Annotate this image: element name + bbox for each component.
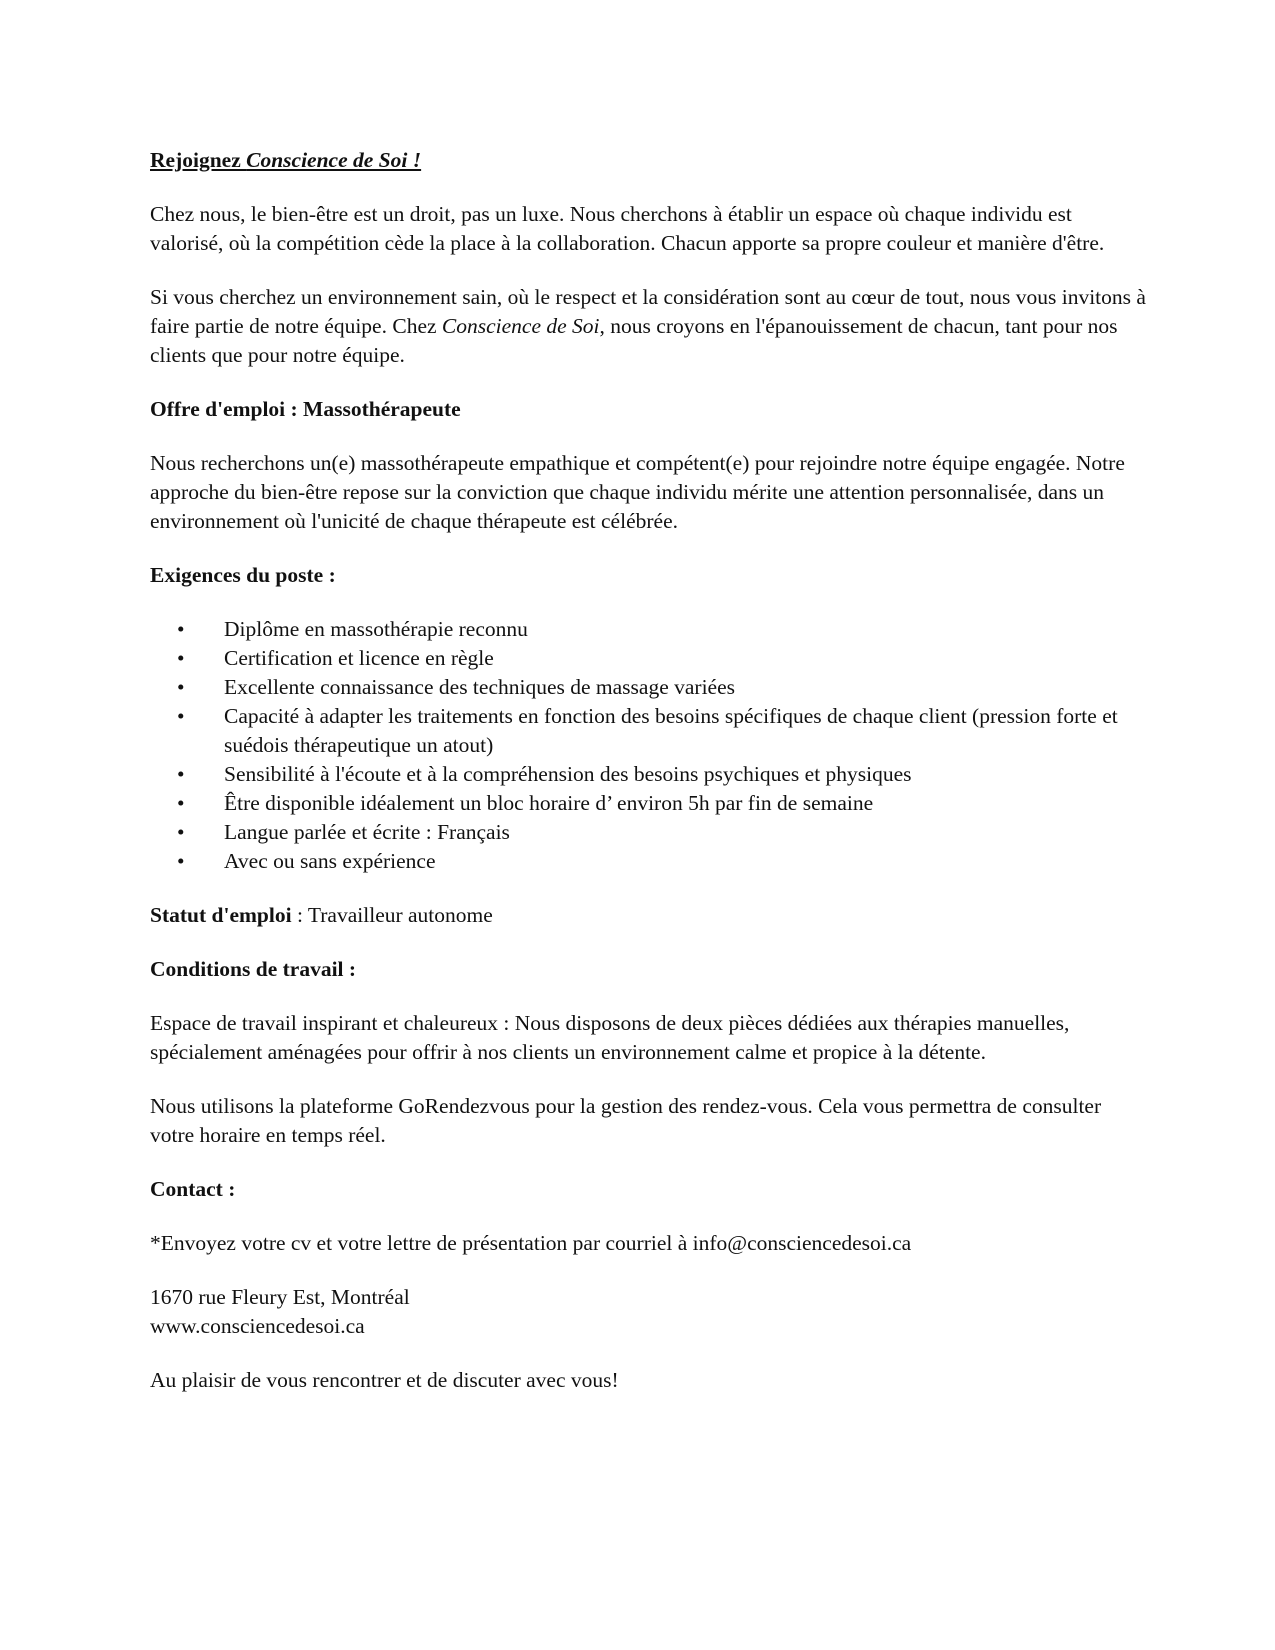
- list-item-text: Excellente connaissance des techniques de massage variées: [224, 675, 736, 699]
- list-item: [150, 644, 1150, 673]
- contact-heading: Contact :: [150, 1177, 236, 1201]
- bullet-icon: •: [177, 791, 185, 815]
- status-value: : Travailleur autonome: [291, 903, 493, 927]
- conditions-paragraph-2: Nous utilisons la plateforme GoRendezvous pour la gestion des rendez-vous. Cela vous permettra de consulter votre horaire en temps réel.: [150, 1094, 1102, 1147]
- document-page: [150, 146, 1150, 1420]
- list-item-text: Capacité à adapter les traitements en fonction des besoins spécifiques de chaque client (pression forte et suédois thérapeutique un atout): [224, 704, 1118, 757]
- intro-p2-after: , nous croyons en l'épanouissement de chacun, tant pour nos clients que pour notre équipe.: [150, 314, 1118, 367]
- intro-paragraph-2: [150, 283, 1150, 370]
- status-label: Statut d'emploi: [150, 903, 292, 927]
- employment-status: [150, 901, 1150, 930]
- intro-p2-before: Si vous cherchez un environnement sain, où le respect et la considération sont au cœur de tout, nous vous invitons à faire partie de notre équipe. Chez: [150, 285, 1146, 338]
- bullet-icon: •: [177, 675, 185, 699]
- list-item-text: Avec ou sans expérience: [224, 849, 436, 873]
- list-item: [150, 702, 1150, 760]
- offer-heading: Offre d'emploi : Massothérapeute: [150, 397, 461, 421]
- intro-paragraph-1: Chez nous, le bien-être est un droit, pas un luxe. Nous cherchons à établir un espace où chaque individu est valorisé, où la compétition cède la place à la collaboration. Chacun apporte sa propre couleur et manière d'être.: [150, 202, 1105, 255]
- bullet-icon: •: [177, 646, 185, 670]
- list-item: [150, 760, 1150, 789]
- list-item: [150, 673, 1150, 702]
- requirements-heading: Exigences du poste :: [150, 563, 336, 587]
- contact-paragraph: *Envoyez votre cv et votre lettre de présentation par courriel à info@consciencedesoi.ca: [150, 1231, 912, 1255]
- bullet-icon: •: [177, 762, 185, 786]
- title-company: Conscience de Soi !: [246, 148, 422, 172]
- bullet-icon: •: [177, 820, 185, 844]
- conditions-paragraph-1: Espace de travail inspirant et chaleureux : Nous disposons de deux pièces dédiées aux thérapies manuelles, spécialement aménagées pour offrir à nos clients un environnement calme et propice à la détente.: [150, 1011, 1070, 1064]
- list-item: [150, 789, 1150, 818]
- offer-paragraph: Nous recherchons un(e) massothérapeute empathique et compétent(e) pour rejoindre notre équipe engagée. Notre approche du bien-être repose sur la conviction que chaque individu mérite une attention personnalisée, dans un environnement où l'unicité de chaque thérapeute est célébrée.: [150, 451, 1125, 533]
- closing-line: Au plaisir de vous rencontrer et de discuter avec vous!: [150, 1368, 619, 1392]
- list-item-text: Sensibilité à l'écoute et à la compréhension des besoins psychiques et physiques: [224, 762, 912, 786]
- bullet-icon: •: [177, 617, 185, 641]
- list-item: [150, 818, 1150, 847]
- website: www.consciencedesoi.ca: [150, 1314, 365, 1338]
- list-item: [150, 847, 1150, 876]
- list-item-text: Langue parlée et écrite : Français: [224, 820, 510, 844]
- requirements-list: [150, 615, 1150, 876]
- intro-p2-company: Conscience de Soi: [441, 314, 600, 338]
- list-item: [150, 615, 1150, 644]
- page-title: [150, 146, 1150, 175]
- list-item-text: Être disponible idéalement un bloc horaire d’ environ 5h par fin de semaine: [224, 791, 874, 815]
- bullet-icon: •: [177, 849, 185, 873]
- conditions-heading: Conditions de travail :: [150, 957, 357, 981]
- title-prefix: Rejoignez: [150, 148, 247, 172]
- list-item-text: Certification et licence en règle: [224, 646, 494, 670]
- bullet-icon: •: [177, 704, 185, 728]
- list-item-text: Diplôme en massothérapie reconnu: [224, 617, 528, 641]
- address: 1670 rue Fleury Est, Montréal: [150, 1285, 410, 1309]
